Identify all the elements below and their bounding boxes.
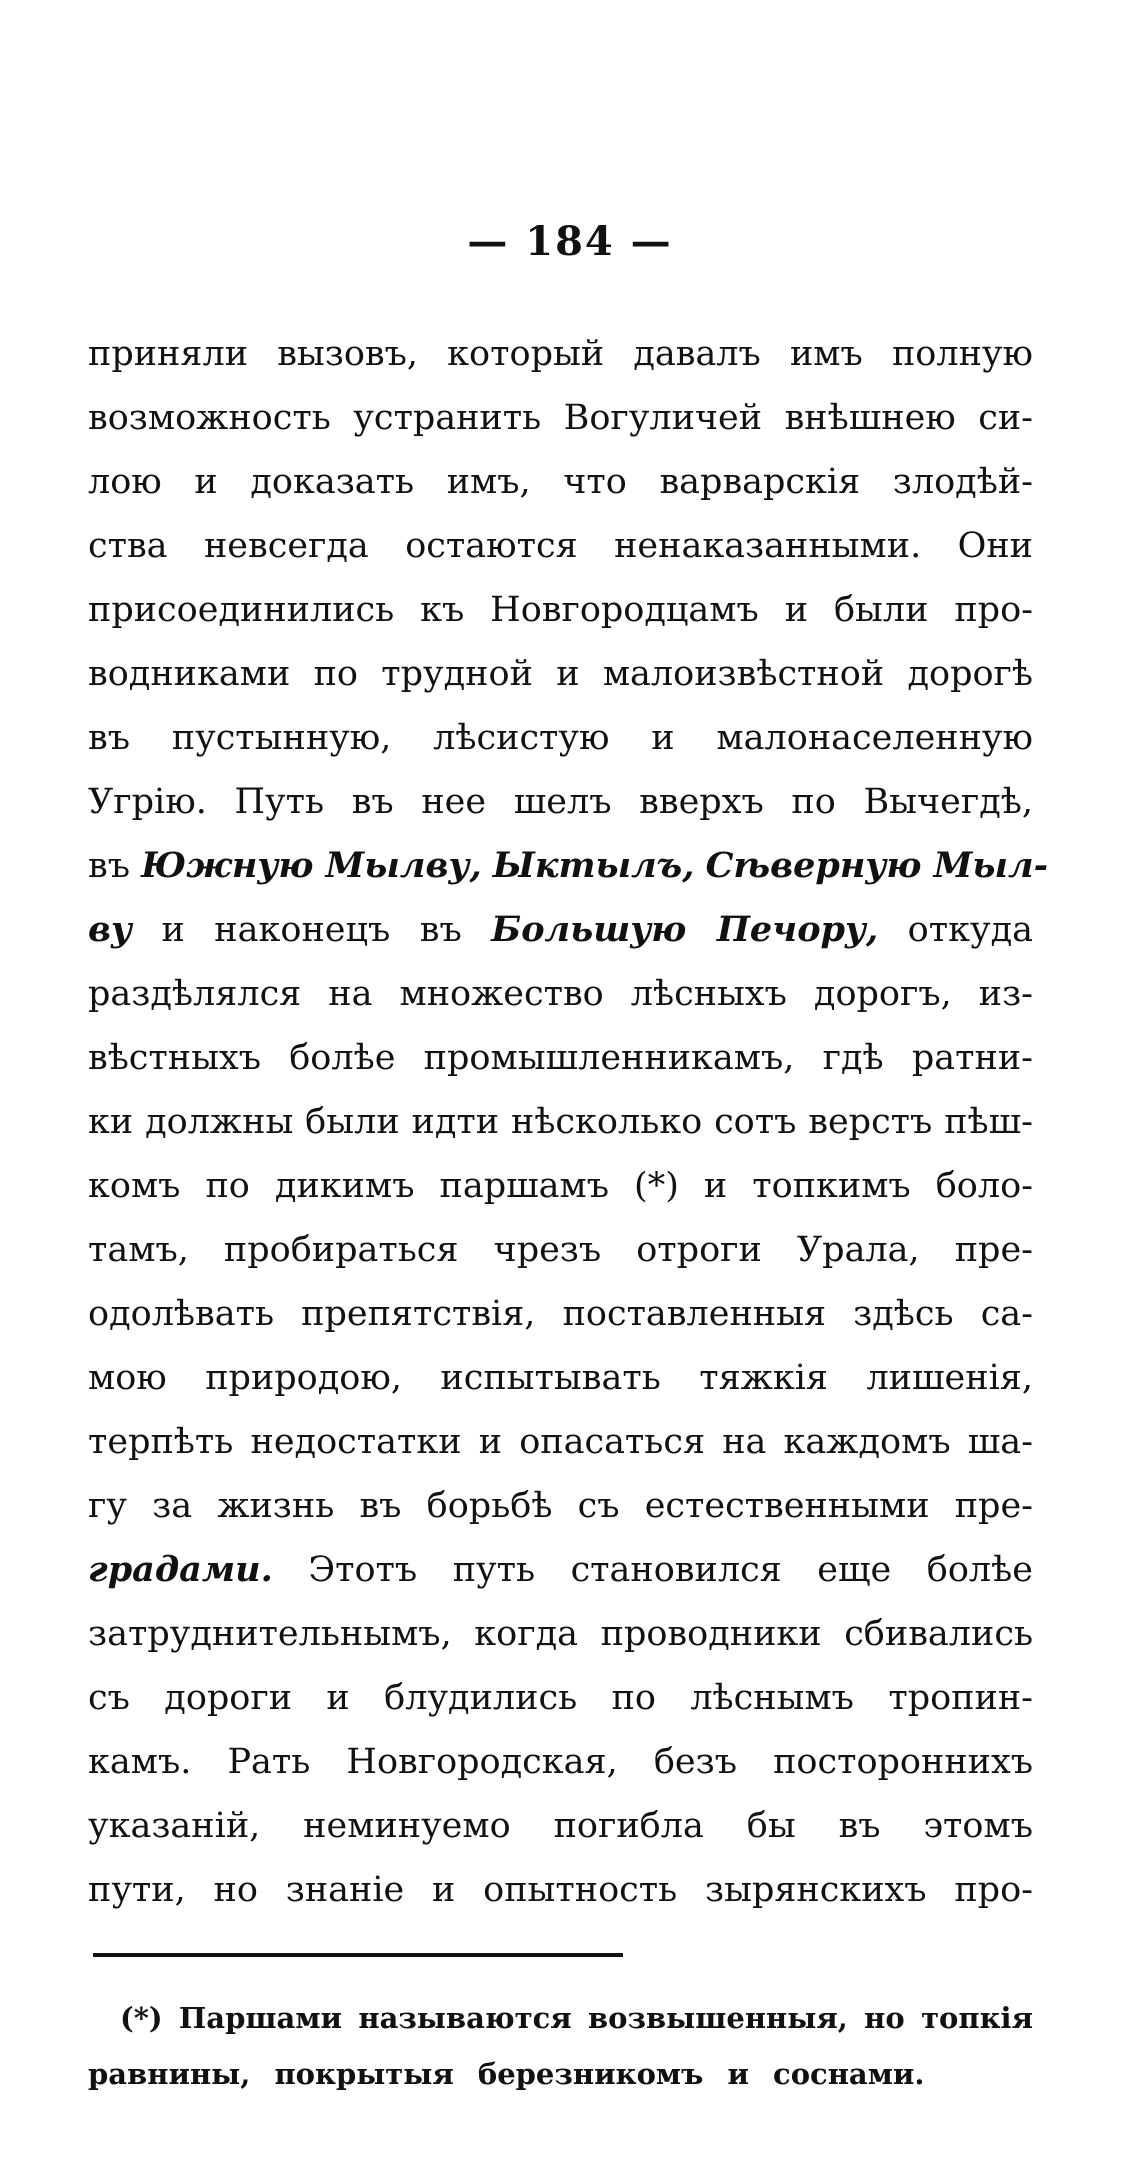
footnote-divider [93, 1953, 623, 1957]
text-line: раздѣлялся на множество лѣсныхъ дорогъ, из- [88, 974, 1033, 1014]
text-run: въ [88, 846, 130, 886]
place-name-italic: Южную Мылву, [141, 845, 482, 886]
text-line: съ дороги и блудились по лѣснымъ тропин- [88, 1678, 1033, 1718]
text-line: въ пустынную, лѣсистую и малонаселенную [88, 718, 1033, 758]
text-line: ки должны были идти нѣсколько сотъ верстъ пѣш- [88, 1102, 1033, 1142]
text-line: приняли вызовъ, который давалъ имъ полную [88, 334, 1033, 374]
place-name-italic: Большую Печору, [491, 909, 879, 950]
text-line: присоединились къ Новгородцамъ и были про- [88, 590, 1033, 630]
footnote-line: равнины, покрытыя березникомъ и соснами. [88, 2057, 925, 2091]
text-line: мою природою, испытывать тяжкія лишенія, [88, 1358, 1033, 1398]
text-line: тамъ, пробираться чрезъ отроги Урала, пре- [88, 1230, 1033, 1270]
body-text [88, 322, 1049, 1922]
text-line: указаній, неминуемо погибла бы въ этомъ [88, 1806, 1033, 1846]
text-line: лою и доказать имъ, что варварскія злодѣй- [88, 462, 1033, 502]
text-run: и наконецъ въ [161, 910, 462, 950]
text-line: комъ по дикимъ паршамъ (*) и топкимъ боло- [88, 1166, 1033, 1206]
text-run: откуда [907, 910, 1033, 950]
place-name-italic: Ыктылъ, [492, 845, 695, 886]
text-line: ства невсегда остаются ненаказанными. Они [88, 526, 1033, 566]
footnote-line: (*) Паршами называются возвышенныя, но топкія [120, 2001, 1033, 2035]
italic-word: градами. [88, 1549, 273, 1590]
text-line: Угрію. Путь въ нее шелъ вверхъ по Вычегдѣ, [88, 782, 1033, 822]
text-line: терпѣть недостатки и опасаться на каждомъ ша- [88, 1422, 1033, 1462]
text-line: камъ. Рать Новгородская, безъ постороннихъ [88, 1742, 1033, 1782]
text-line: затруднительнымъ, когда проводники сбивались [88, 1614, 1033, 1654]
text-run: Этотъ путь становился еще болѣе [308, 1550, 1033, 1590]
text-line-mixed [88, 834, 1049, 898]
place-name-italic: ву [88, 909, 132, 950]
place-name-italic: Сѣверную Мыл- [705, 845, 1049, 886]
text-line: вѣстныхъ болѣе промышленникамъ, гдѣ ратни- [88, 1038, 1033, 1078]
footnote [88, 1990, 1033, 2102]
text-line: одолѣвать препятствія, поставленныя здѣсь са- [88, 1294, 1033, 1334]
text-line: гу за жизнь въ борьбѣ съ естественными пре- [88, 1486, 1033, 1526]
text-line: пути, но знаніе и опытность зырянскихъ про- [88, 1870, 1033, 1910]
text-line: возможность устранить Вогуличей внѣшнею си- [88, 398, 1033, 438]
text-line-mixed [88, 898, 1033, 962]
page-number: — 184 — [467, 218, 673, 265]
text-line: водниками по трудной и малоизвѣстной дорогѣ [88, 654, 1033, 694]
text-line-mixed [88, 1538, 1033, 1602]
